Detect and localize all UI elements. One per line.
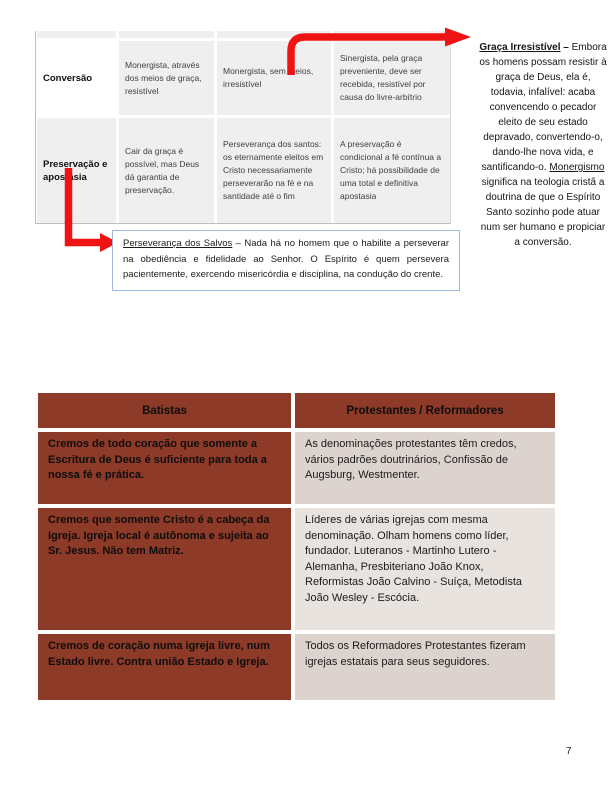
table-cell-batistas: Cremos que somente Cristo é a cabeça da Igreja. Igreja local é autônoma e sujeita ao Sr. Jesus. Não tem Matriz. [38, 508, 291, 630]
table-cell: Sinergista, pela graça preveniente, deve ser recebida, resistível por causa do livre-arbítrio [334, 41, 450, 115]
table-cell-batistas: Cremos de coração numa igreja livre, num Estado livre. Contra união Estado e Igreja. [38, 634, 291, 700]
table-cell: Monergista, sem meios, irresistível [217, 41, 331, 115]
table-cell-sliver [37, 31, 116, 38]
page-number: 7 [566, 746, 572, 757]
column-header-batistas: Batistas [38, 393, 291, 428]
table-cell: Cair da graça é possível, mas Deus dá garantia de preservação. [119, 118, 214, 223]
red-arrow-to-sidebar-icon [280, 26, 480, 82]
sidebar-body: Embora os homens possam resistir à graça de Deus, ela é, todavia, infalível: acaba convencendo o pecador eleito de seu estado depravado, convertendo-o, dando-lhe nova vida, e santificando-o. [479, 42, 607, 173]
table-cell: A preservação é condicional a fé contínua a Cristo; há possibilidade de uma total e definitiva apostasia [334, 118, 450, 223]
table-cell: Perseverança dos santos: os eternamente eleitos em Cristo necessariamente perseverarão na fé e na santidade até o fim [217, 118, 331, 223]
row-label-preservacao: Preservação e apostasia [37, 118, 116, 223]
row-label-conversao: Conversão [37, 41, 116, 115]
sidebar-body-2: significa na teologia cristã a doutrina de que o Espírito Santo sozinho pode atuar num ser humano e propiciar a conversão. [480, 177, 606, 248]
sidebar-title: Graça Irresistível [479, 42, 561, 53]
table-cell-batistas: Cremos de todo coração que somente a Escritura de Deus é suficiente para toda a nossa fé e prática. [38, 432, 291, 504]
column-header-protestantes: Protestantes / Reformadores [295, 393, 555, 428]
note-lead: Perseverança dos Salvos [123, 238, 233, 249]
table-cell-protestantes: As denominações protestantes têm credos, vários padrões doutrinários, Confissão de Augsburg, Westmenter. [295, 432, 555, 504]
note-body: Nada há no homem que o habilite a perseverar na obediência e fidelidade ao Senhor. O Espírito é quem persevera pacientemente, exercendo misericórdia e disciplina, na condução do crente. [123, 238, 449, 280]
note-dash: – [232, 238, 245, 249]
sidebar-title-dash: – [560, 42, 572, 53]
graca-irresistivel-sidebar [477, 40, 609, 250]
table-cell-sliver [119, 31, 214, 38]
batistas-protestantes-table [38, 393, 555, 700]
table-cell-protestantes: Líderes de várias igrejas com mesma denominação. Olham homens como líder, fundador. Luteranos - Martinho Lutero - Alemanha, Presbiteriano João Knox, Reformistas João Calvino - Suíça, Metodista João Wesley - Escócia. [295, 508, 555, 630]
perseveranca-note-box [112, 230, 460, 291]
table-cell-protestantes: Todos os Reformadores Protestantes fizeram igrejas estatais para seus seguidores. [295, 634, 555, 700]
sidebar-monergismo: Monergismo [549, 162, 605, 173]
table-cell: Monergista, através dos meios de graça, resistível [119, 41, 214, 115]
